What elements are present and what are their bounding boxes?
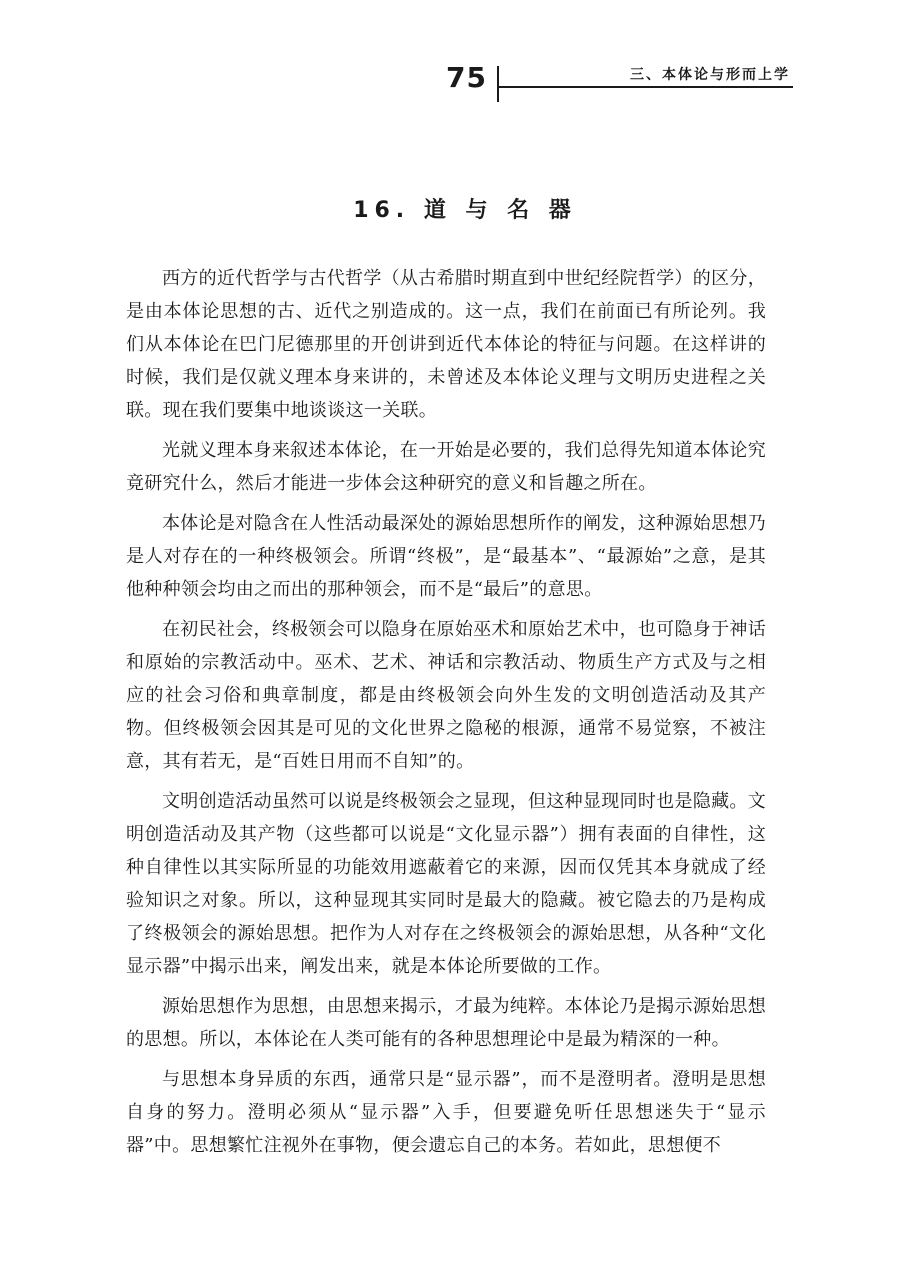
header-horizontal-rule <box>499 86 793 88</box>
section-title: 16. 道 与 名 器 <box>353 198 577 223</box>
paragraph: 与思想本身异质的东西，通常只是“显示器”，而不是澄明者。澄明是思想自身的努力。澄明必须从“显示器”入手，但要避免听任思想迷失于“显示器”中。思想繁忙注视外在事物，便会遗忘自己的本务。若如此，思想便不 <box>126 1069 766 1156</box>
running-head: 三、本体论与形而上学 <box>630 67 790 83</box>
paragraph: 文明创造活动虽然可以说是终极领会之显现，但这种显现同时也是隐藏。文明创造活动及其产物（这些都可以说是“文化显示器”）拥有表面的自律性，这种自律性以其实际所显的功能效用遮蔽着它的来源，因而仅凭其本身就成了经验知识之对象。所以，这种显现其实同时是最大的隐藏。被它隐去的乃是构成了终极领会的源始思想。把作为人对存在之终极领会的源始思想，从各种“文化显示器”中揭示出来，阐发出来，就是本体论所要做的工作。 <box>126 791 766 977</box>
paragraph: 在初民社会，终极领会可以隐身在原始巫术和原始艺术中，也可隐身于神话和原始的宗教活动中。巫术、艺术、神话和宗教活动、物质生产方式及与之相应的社会习俗和典章制度，都是由终极领会向外生发的文明创造活动及其产物。但终极领会因其是可见的文化世界之隐秘的根源，通常不易觉察，不被注意，其有若无，是“百姓日用而不自知”的。 <box>126 619 766 772</box>
header-vertical-rule <box>497 66 499 102</box>
paragraph: 西方的近代哲学与古代哲学（从古希腊时期直到中世纪经院哲学）的区分，是由本体论思想的古、近代之别造成的。这一点，我们在前面已有所论列。我们从本体论在巴门尼德那里的开创讲到近代本体论的特征与问题。在这样讲的时候，我们是仅就义理本身来讲的，未曾述及本体论义理与文明历史进程之关联。现在我们要集中地谈谈这一关联。 <box>126 268 766 421</box>
paragraph: 本体论是对隐含在人性活动最深处的源始思想所作的阐发，这种源始思想乃是人对存在的一种终极领会。所谓“终极”，是“最基本”、“最源始”之意，是其他种种领会均由之而出的那种领会，而不是“最后”的意思。 <box>126 513 766 600</box>
paragraph: 源始思想作为思想，由思想来揭示，才最为纯粹。本体论乃是揭示源始思想的思想。所以，本体论在人类可能有的各种思想理论中是最为精深的一种。 <box>126 996 766 1050</box>
body-text <box>126 262 766 1162</box>
paragraph: 光就义理本身来叙述本体论，在一开始是必要的，我们总得先知道本体论究竟研究什么，然后才能进一步体会这种研究的意义和旨趣之所在。 <box>126 440 766 494</box>
page-number: 75 <box>446 61 487 94</box>
